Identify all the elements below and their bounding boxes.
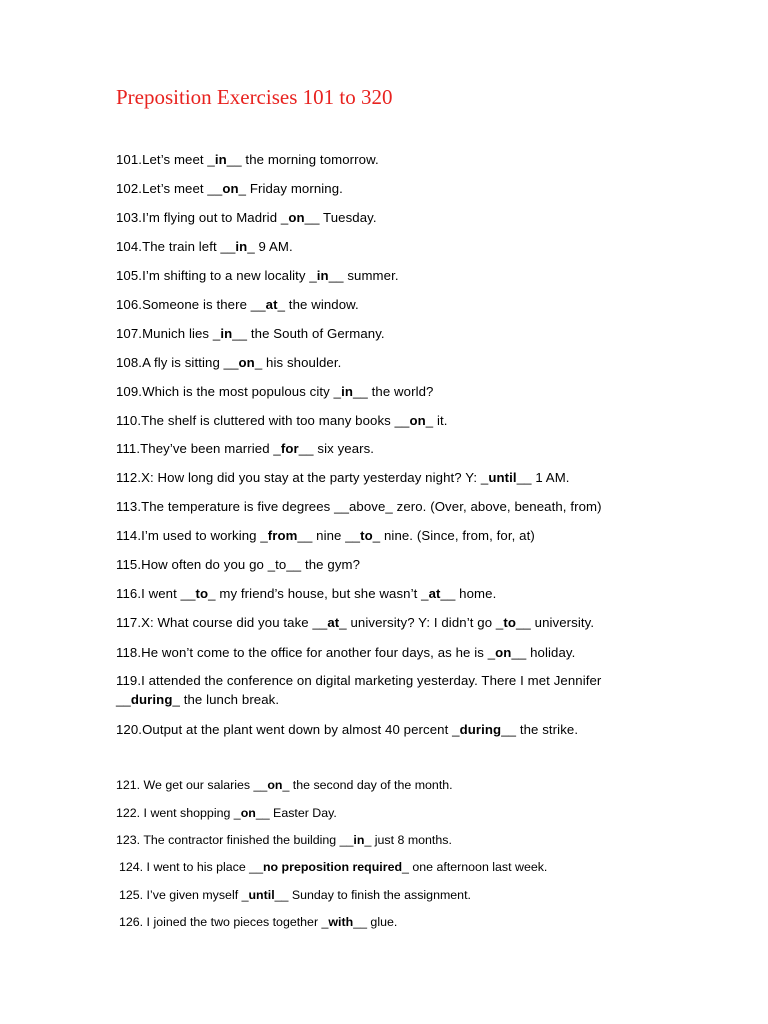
exercise-item (116, 208, 736, 227)
item-answer: on (240, 806, 256, 820)
item-text: _ the window. (277, 297, 359, 312)
exercise-item (116, 671, 646, 709)
item-text: 103.I’m flying out to Madrid _ (116, 210, 289, 225)
item-answer: on (267, 778, 283, 792)
item-text: __ the world? (353, 384, 434, 399)
exercise-item (116, 804, 736, 823)
item-text: 118.He won’t come to the office for another four days, as he is _ (116, 645, 496, 660)
item-text: __ six years. (298, 441, 375, 456)
item-text: _ university? Y: I didn’t go _ (339, 615, 504, 630)
item-text: __ glue. (353, 915, 398, 929)
item-text: 107.Munich lies _ (116, 326, 221, 341)
item-answer: at (327, 615, 340, 630)
item-text: 125. I’ve given myself _ (119, 888, 249, 902)
item-text: _ 9 AM. (247, 239, 293, 254)
item-text: _ the lunch break. (172, 692, 280, 707)
item-answer: at (428, 586, 441, 601)
exercise-item (116, 353, 736, 372)
item-text: __ the strike. (501, 722, 579, 737)
item-text: _ my friend’s house, but she wasn’t _ (208, 586, 429, 601)
exercise-item (116, 295, 736, 314)
item-text: 124. I went to his place __ (119, 860, 263, 874)
item-text: 114.I’m used to working _ (116, 528, 268, 543)
item-answer: on (222, 181, 239, 196)
exercise-item (116, 613, 736, 632)
item-text: __ nine __ (297, 528, 361, 543)
item-text: 120.Output at the plant went down by almost 40 percent _ (116, 722, 460, 737)
item-answer: in (353, 833, 365, 847)
exercise-item (116, 526, 736, 545)
item-text: _ the second day of the month. (282, 778, 453, 792)
item-text: __ Easter Day. (255, 806, 337, 820)
item-text: 113.The temperature is five degrees __above_ zero. (Over, above, beneath, from) (116, 499, 602, 514)
item-text: _ nine. (Since, from, for, at) (372, 528, 535, 543)
item-text: 101.Let’s meet _ (116, 152, 215, 167)
item-answer: in (341, 384, 353, 399)
item-text: _ Friday morning. (238, 181, 343, 196)
item-answer: at (265, 297, 278, 312)
item-text: __ 1 AM. (516, 470, 570, 485)
exercise-item (116, 468, 736, 487)
item-text: 108.A fly is sitting __ (116, 355, 239, 370)
exercise-item (116, 179, 736, 198)
item-answer: in (316, 268, 329, 283)
item-text: 109.Which is the most populous city _ (116, 384, 342, 399)
item-answer: to (503, 615, 516, 630)
item-answer: until (488, 470, 517, 485)
item-text: __ the South of Germany. (232, 326, 385, 341)
exercise-item (116, 776, 736, 795)
exercise-item (116, 150, 736, 169)
item-answer: in (214, 152, 227, 167)
item-text: 104.The train left __ (116, 239, 236, 254)
exercise-item (116, 643, 736, 662)
item-answer: on (495, 645, 512, 660)
item-text: __ summer. (328, 268, 399, 283)
item-text: 112.X: How long did you stay at the party yesterday night? Y: _ (116, 470, 489, 485)
item-text: __ Tuesday. (304, 210, 377, 225)
exercise-item (116, 720, 736, 739)
item-text: 121. We get our salaries __ (116, 778, 268, 792)
document-title: Preposition Exercises 101 to 320 (116, 85, 393, 109)
item-answer: in (235, 239, 248, 254)
item-text: __ university. (516, 615, 595, 630)
item-text: 123. The contractor finished the building __ (116, 833, 354, 847)
item-text: _ it. (425, 413, 448, 428)
item-answer: no preposition required (262, 860, 403, 874)
exercise-item (119, 886, 739, 905)
item-answer: on (288, 210, 305, 225)
item-answer: for (280, 441, 299, 456)
item-answer: during (130, 692, 173, 707)
item-answer: with (328, 915, 354, 929)
exercise-item (116, 584, 736, 603)
exercise-item (116, 324, 736, 343)
item-text: 116.I went __ (116, 586, 196, 601)
item-text: 117.X: What course did you take __ (116, 615, 328, 630)
item-text: 111.They’ve been married _ (116, 441, 281, 456)
exercise-item (119, 858, 739, 877)
item-text: 106.Someone is there __ (116, 297, 266, 312)
item-text: 110.The shelf is cluttered with too many books __ (116, 413, 410, 428)
exercise-item (116, 382, 736, 401)
item-answer: in (220, 326, 233, 341)
exercise-item (119, 913, 739, 932)
item-answer: to (360, 528, 373, 543)
item-text: 115.How often do you go _to__ the gym? (116, 557, 361, 572)
item-text: _ his shoulder. (254, 355, 342, 370)
exercise-item (116, 497, 736, 516)
item-text: _ one afternoon last week. (402, 860, 548, 874)
item-text: 126. I joined the two pieces together _ (119, 915, 329, 929)
item-answer: during (459, 722, 502, 737)
item-text: __ holiday. (511, 645, 576, 660)
item-answer: on (238, 355, 255, 370)
item-text: 102.Let’s meet __ (116, 181, 223, 196)
item-text: 122. I went shopping _ (116, 806, 241, 820)
item-text: 105.I’m shifting to a new locality _ (116, 268, 317, 283)
exercise-item (116, 411, 736, 430)
exercise-item (116, 439, 736, 458)
item-answer: to (195, 586, 209, 601)
item-text: _ just 8 months. (364, 833, 452, 847)
item-answer: until (248, 888, 275, 902)
exercise-item (116, 237, 736, 256)
exercise-item (116, 831, 736, 850)
item-text: __ Sunday to finish the assignment. (274, 888, 471, 902)
item-answer: on (409, 413, 426, 428)
item-text: __ home. (440, 586, 497, 601)
exercise-item (116, 266, 736, 285)
item-text: 119.I attended the conference on digital marketing yesterday. There I met Jennifer __ (116, 673, 602, 707)
item-answer: from (267, 528, 298, 543)
exercise-item (116, 555, 736, 574)
item-text: __ the morning tomorrow. (226, 152, 379, 167)
